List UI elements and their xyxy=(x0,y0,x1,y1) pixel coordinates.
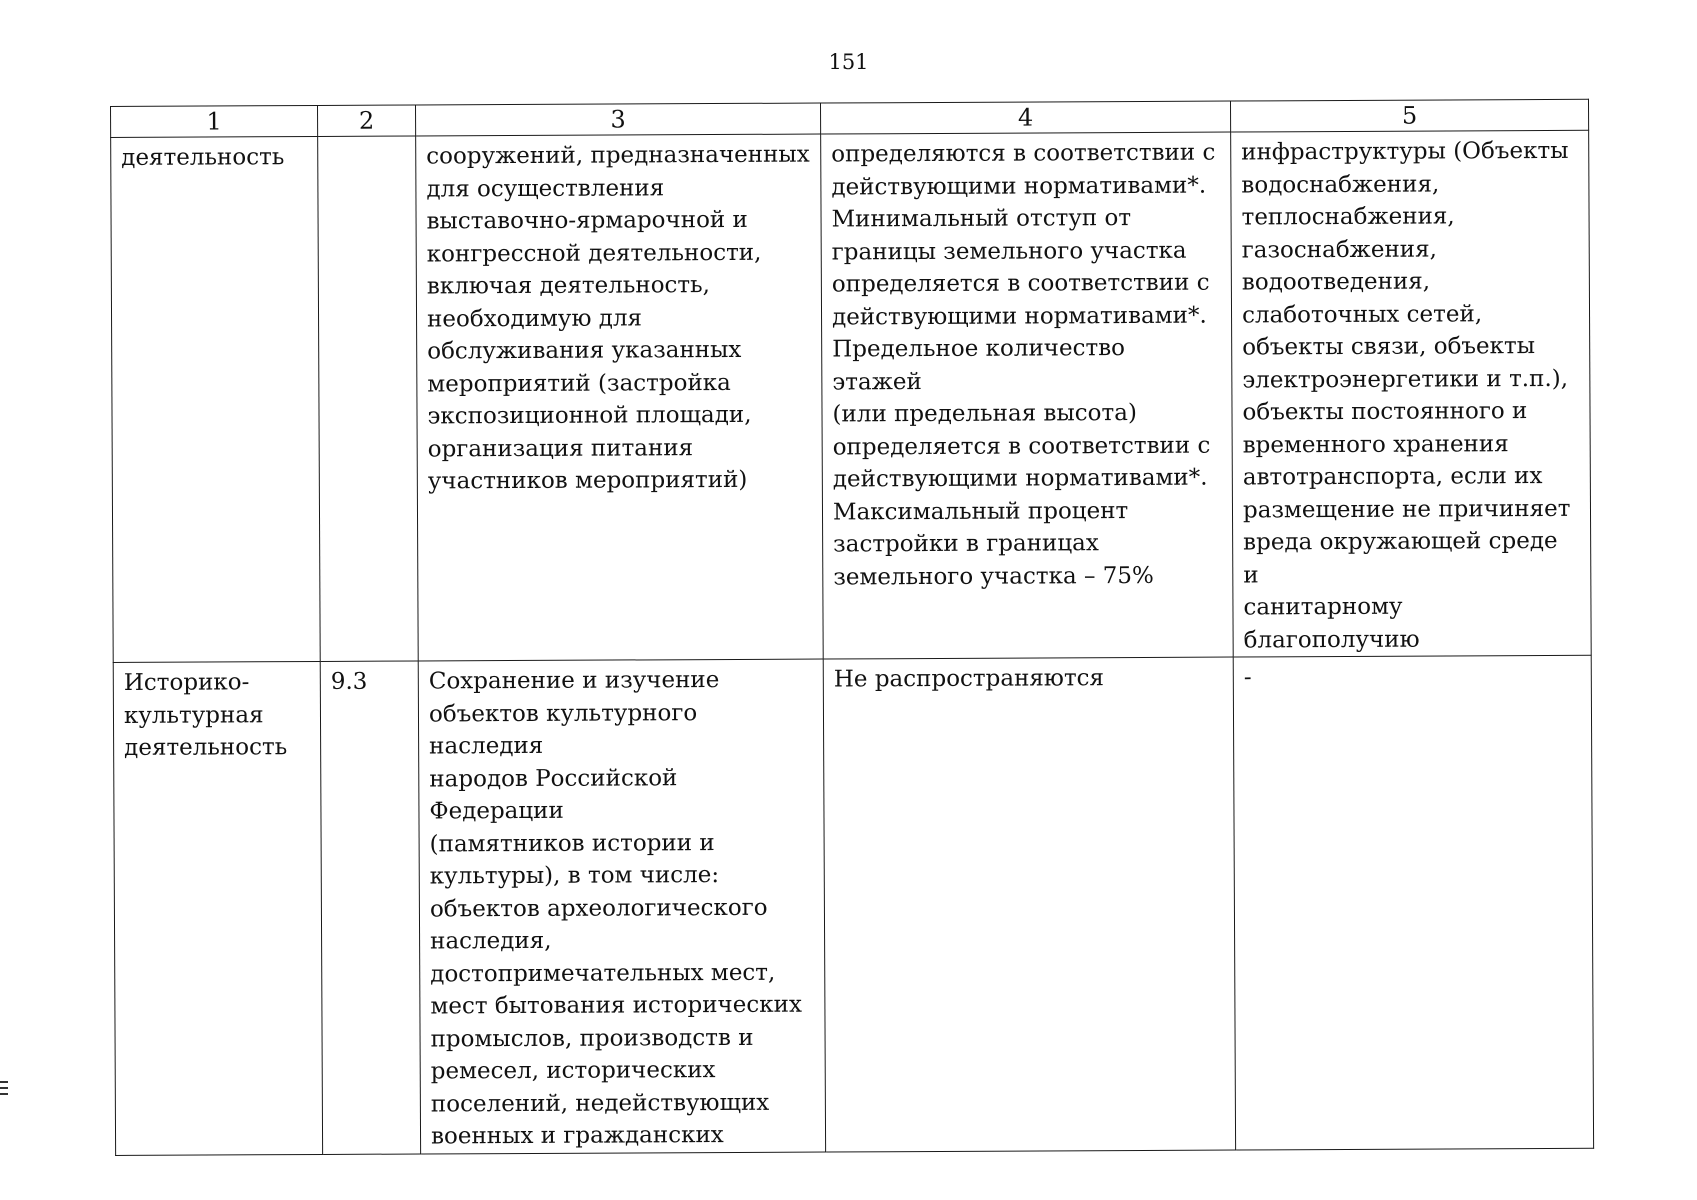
column-header-4: 4 xyxy=(820,101,1230,134)
table-cell xyxy=(111,136,321,662)
table-cell xyxy=(823,657,1235,1151)
building-parameters: определяются в соответствии с действующими нормативами*. Минимальный отступ от границы земельного участка определяется в соответствии с действующими нормативами*. Предельное количество этажей (или предельная высота) определяется в соответствии с действующими нормативами*. Максимальный процент застройки в границах земельного участка – 75% xyxy=(831,139,1216,590)
table-cell xyxy=(416,134,824,661)
building-parameters: Не распространяются xyxy=(833,665,1105,693)
table-cell xyxy=(320,661,420,1154)
table-cell xyxy=(113,661,322,1155)
table-cell xyxy=(318,136,419,661)
regulations-table xyxy=(110,99,1594,1156)
column-header-1: 1 xyxy=(111,105,318,137)
table-cell xyxy=(418,659,825,1153)
column-header-2: 2 xyxy=(317,105,415,136)
activity-code: 9.3 xyxy=(330,668,368,695)
auxiliary-uses: - xyxy=(1243,664,1252,691)
scan-edge-mark xyxy=(0,1081,8,1083)
auxiliary-uses: инфраструктуры (Объекты водоснабжения, теплоснабжения, газоснабжения, водоотведения, слаботочных сетей, объекты связи, объекты электроэнергетики и т.п.), объекты постоянного и временного хранения автотранспорта, если их размещение не причиняет вреда окружающей среде и санитарному благополучию xyxy=(1241,137,1571,653)
column-header-3: 3 xyxy=(415,103,820,136)
scan-edge-mark xyxy=(0,1093,8,1095)
table-row xyxy=(111,130,1592,662)
table-row xyxy=(113,655,1593,1155)
activity-name: Историко- культурная деятельность xyxy=(123,669,288,761)
table-cell xyxy=(1231,130,1592,657)
activity-name: деятельность xyxy=(121,144,285,171)
scan-edge-mark xyxy=(0,1087,8,1089)
activity-description: Сохранение и изучение объектов культурного наследия народов Российской Федерации (памятников истории и культуры), в том числе: объектов археологического наследия, достопримечательных мест, мест бытования исторических промыслов, производств и ремесел, исторических поселений, недействующих военных и гражданских xyxy=(428,667,802,1150)
page-number: 151 xyxy=(828,50,869,74)
table-cell xyxy=(1233,655,1593,1149)
column-header-5: 5 xyxy=(1230,99,1588,132)
table-cell xyxy=(821,132,1234,659)
activity-description: сооружений, предназначенных для осуществления выставочно-ярмарочной и конгрессной деятельности, включая деятельность, необходимую для обслуживания указанных мероприятий (застройка экспозиционной площади, организация питания участников мероприятий) xyxy=(426,141,810,495)
